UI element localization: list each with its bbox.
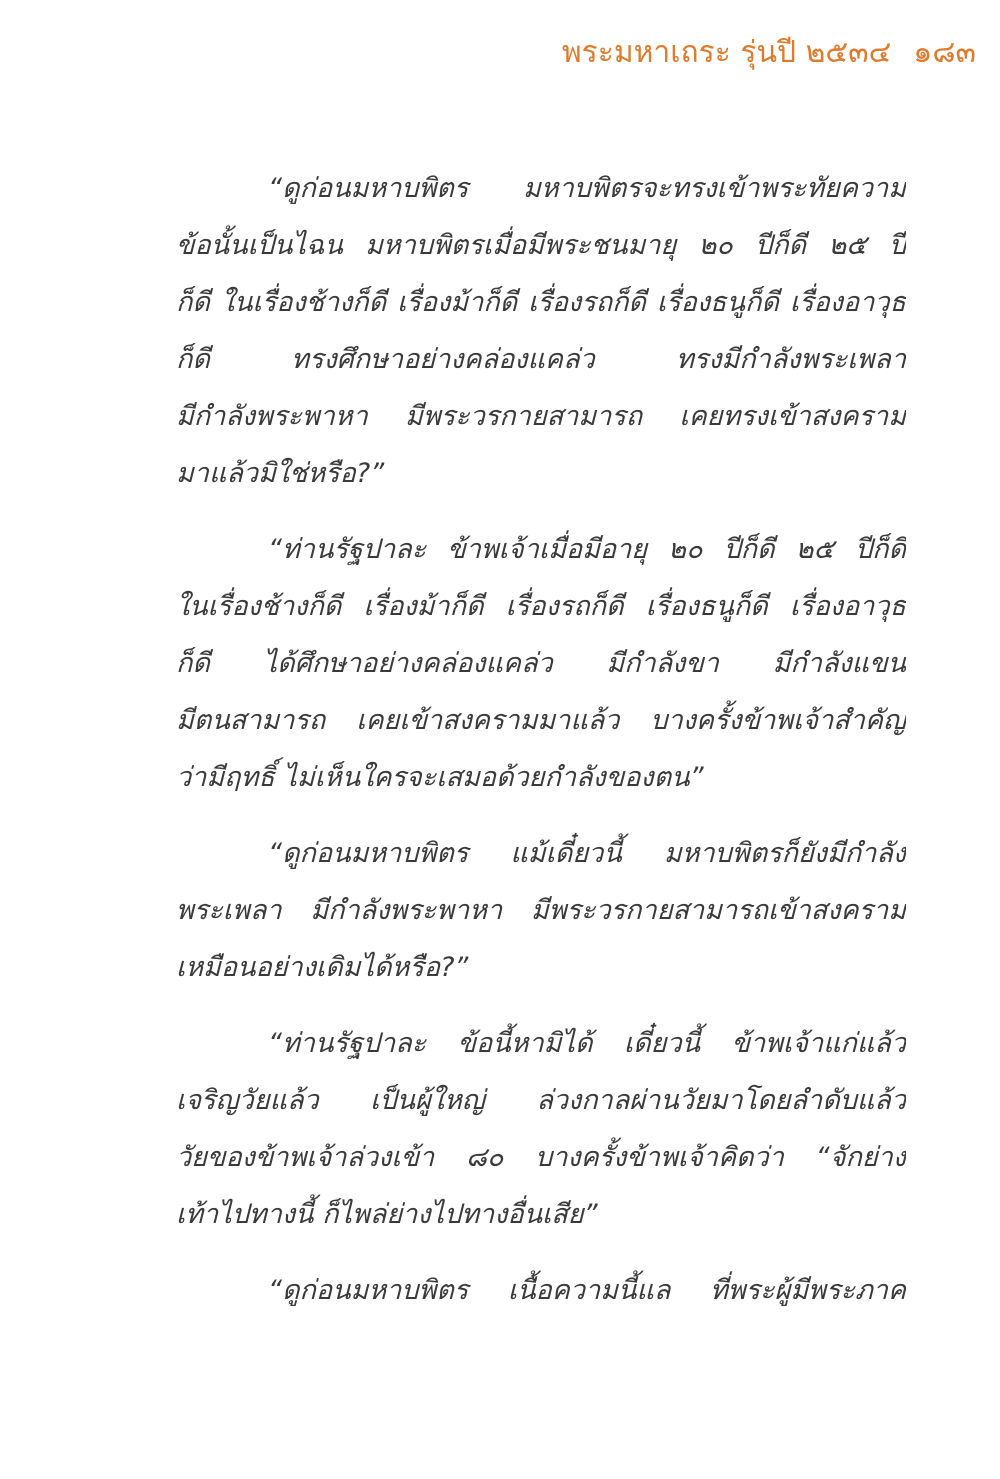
text-line: มาแล้วมิใช่หรือ?”	[176, 458, 385, 489]
body-text	[176, 160, 906, 1338]
paragraph-4	[176, 1015, 906, 1243]
text-line: “ดูก่อนมหาบพิตร แม้เดี๋ยวนี้ มหาบพิตรก็ยังมีกำลัง	[268, 838, 906, 869]
text-line: เจริญวัยแล้ว เป็นผู้ใหญ่ ล่วงกาลผ่านวัยมาโดยลำดับแล้ว	[176, 1085, 906, 1116]
running-title: พระมหาเถระ รุ่นปี ๒๕๓๔	[561, 35, 892, 70]
text-line: ข้อนั้นเป็นไฉน มหาบพิตรเมื่อมีพระชนมายุ ๒๐ ปีก็ดี ๒๕ ปี	[176, 230, 906, 261]
running-header	[562, 28, 976, 78]
text-line: “ดูก่อนมหาบพิตร มหาบพิตรจะทรงเข้าพระทัยความ	[268, 173, 906, 204]
text-line: ก็ดี ในเรื่องช้างก็ดี เรื่องม้าก็ดี เรื่องรถก็ดี เรื่องธนูก็ดี เรื่องอาวุธ	[176, 287, 906, 318]
text-line: ในเรื่องช้างก็ดี เรื่องม้าก็ดี เรื่องรถก็ดี เรื่องธนูก็ดี เรื่องอาวุธ	[176, 591, 906, 622]
text-line: เหมือนอย่างเดิมได้หรือ?”	[176, 952, 469, 983]
paragraph-1	[176, 160, 906, 502]
text-line: เท้าไปทางนี้ ก็ไพล่ย่างไปทางอื่นเสีย”	[176, 1199, 598, 1230]
text-line: วัยของข้าพเจ้าล่วงเข้า ๘๐ บางครั้งข้าพเจ้าคิดว่า “จักย่าง	[176, 1142, 906, 1173]
text-line: มีตนสามารถ เคยเข้าสงครามมาแล้ว บางครั้งข้าพเจ้าสำคัญ	[176, 705, 906, 736]
text-line: ก็ดี ได้ศึกษาอย่างคล่องแคล่ว มีกำลังขา มีกำลังแขน	[176, 648, 906, 679]
page-number: ๑๘๓	[913, 35, 976, 70]
paragraph-2	[176, 521, 906, 806]
text-line: ว่ามีฤทธิ์ ไม่เห็นใครจะเสมอด้วยกำลังของตน”	[176, 762, 704, 793]
paragraph-5	[176, 1262, 906, 1319]
text-line: “ท่านรัฐปาละ ข้อนี้หามิได้ เดี๋ยวนี้ ข้าพเจ้าแก่แล้ว	[268, 1028, 906, 1059]
text-line: มีกำลังพระพาหา มีพระวรกายสามารถ เคยทรงเข้าสงคราม	[176, 401, 906, 432]
text-line: “ท่านรัฐปาละ ข้าพเจ้าเมื่อมีอายุ ๒๐ ปีก็ดี ๒๕ ปีก็ดี	[268, 534, 906, 565]
text-line: พระเพลา มีกำลังพระพาหา มีพระวรกายสามารถเข้าสงคราม	[176, 895, 906, 926]
text-line: “ดูก่อนมหาบพิตร เนื้อความนี้แล ที่พระผู้มีพระภาค	[268, 1275, 906, 1306]
text-line: ก็ดี ทรงศึกษาอย่างคล่องแคล่ว ทรงมีกำลังพระเพลา	[176, 344, 906, 375]
paragraph-3	[176, 825, 906, 996]
